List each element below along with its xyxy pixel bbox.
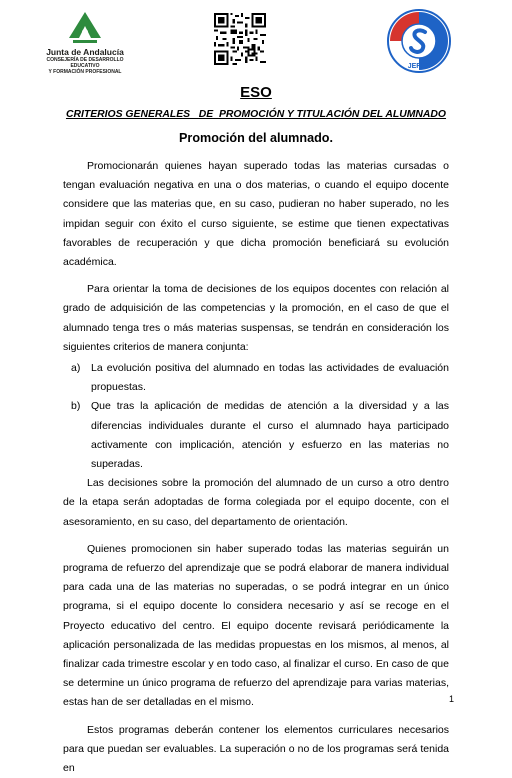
section-heading: Promoción del alumnado. — [179, 131, 333, 145]
junta-de-andalucia-logo — [40, 10, 130, 75]
document-subtitle: CRITERIOS GENERALES DE PROMOCIÓN Y TITULACIÓN DEL ALUMNADO — [65, 109, 447, 120]
list-item — [63, 397, 449, 474]
qr-code[interactable] — [214, 13, 266, 65]
junta-name: Junta de Andalucía — [46, 47, 124, 57]
paragraph-4: Quienes promocionen sin haber superado todas las materias seguirán un programa de refuerzo del aprendizaje que se podrá elaborar de manera individual para cada una de las materias no superadas, o se podrá integrar en un único programa, si el equipo docente lo considera necesario y así se recoge en el Proyecto educativo del centro. El equipo docente revisará periódicamente la aplicación personalizada de las medidas propuestas en los mismos, al menos, al finalizar cada trimestre escolar y en todo caso, al finalizar el curso. En caso de que se determine un único programa de refuerzo del aprendizaje para varias materias, estas han de ser detalladas en el mismo. — [63, 542, 449, 709]
junta-emblem-icon — [63, 10, 107, 46]
criteria-list — [63, 359, 449, 474]
paragraph-5: Estos programas deberán contener los elementos curriculares necesarios para que puedan ser evaluables. La superación o no de los programas será tenida en — [63, 723, 449, 775]
document-title: ESO — [240, 84, 272, 101]
consejeria-line-2: Y FORMACIÓN PROFESIONAL — [48, 69, 122, 75]
list-marker: a) — [71, 362, 81, 375]
seal-jerez-text: JEREZ — [407, 63, 431, 70]
safa-estrella-seal-logo — [386, 8, 452, 74]
list-item-text: La evolución positiva del alumnado en todas las actividades de evaluación propuestas. — [91, 362, 449, 394]
consejeria-line-1: CONSEJERÍA DE DESARROLLO EDUCATIVO — [46, 57, 124, 69]
paragraph-3: Las decisiones sobre la promoción del alumnado de un curso a otro dentro de la etapa serán adoptadas de forma colegiada por el equipo docente, con el asesoramiento, en su caso, del departamento de orientación. — [63, 477, 449, 528]
list-marker: b) — [71, 400, 81, 413]
list-item — [63, 359, 449, 397]
list-item-text: Que tras la aplicación de medidas de atención a la diversidad y a las diferencias individuales durante el curso el alumnado haya participado activamente con implicación, atención y esfuerzo en las materias no superadas. — [91, 400, 449, 471]
paragraph-2: Para orientar la toma de decisiones de los equipos docentes con relación al grado de adquisición de las competencias y la promoción, en el caso de que el alumnado tenga tres o más materias suspensas, se tendrán en consideración los siguientes criterios de manera conjunta: — [63, 283, 449, 353]
paragraph-1: Promocionarán quienes hayan superado todas las materias cursadas o tengan evaluación negativa en una o dos materias, o cuando el equipo docente considere que las materias que, en su caso, pudieran no haber superado, no les impidan seguir con éxito el curso siguiente, se estime que tienen expectativas favorables de recuperación y que dicha promoción beneficiará su evolución académica. — [63, 160, 449, 269]
document-body — [63, 157, 449, 778]
page-number: 1 — [448, 694, 454, 704]
